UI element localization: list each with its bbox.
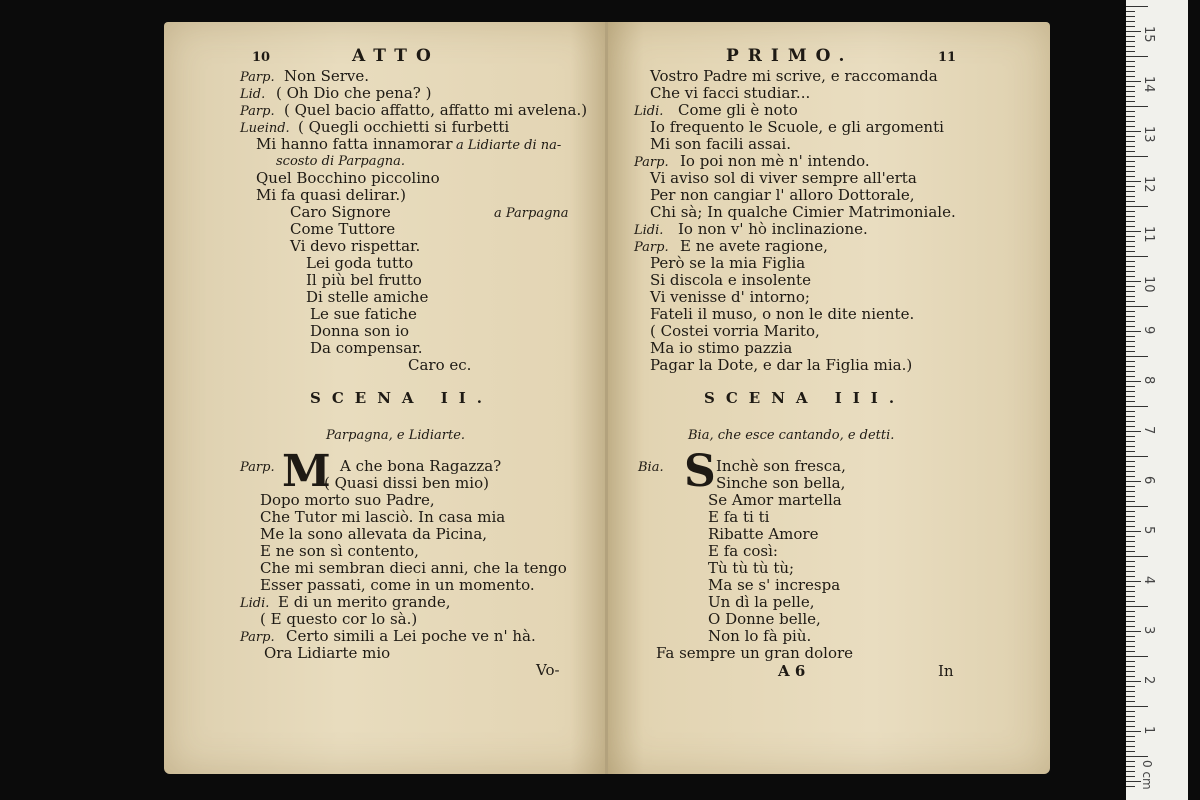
verse-line: Come gli è noto	[678, 101, 798, 119]
ruler-tick	[1126, 81, 1141, 82]
ruler-tick	[1126, 486, 1135, 487]
ruler-tick	[1126, 221, 1135, 222]
stage-direction: a Parpagna	[494, 206, 569, 221]
ruler-tick	[1126, 286, 1135, 287]
left-page	[164, 22, 606, 774]
ruler-tick	[1126, 61, 1135, 62]
ruler-tick	[1126, 331, 1141, 332]
verse-line: ( Quel bacio affatto, affatto mi avelena.)	[284, 101, 588, 119]
ruler-tick	[1126, 751, 1135, 752]
ruler-tick	[1126, 556, 1148, 557]
ruler-tick	[1126, 281, 1141, 282]
ruler-tick	[1126, 756, 1148, 757]
verse-line: Che vi facci studiar...	[650, 84, 811, 102]
ruler-tick	[1126, 381, 1141, 382]
verse-line: Sinche son bella,	[716, 474, 846, 492]
verse-line: O Donne belle,	[708, 610, 821, 628]
ruler-tick	[1126, 66, 1135, 67]
ruler-tick	[1126, 201, 1135, 202]
ruler-tick	[1126, 646, 1135, 647]
ruler-tick	[1126, 501, 1135, 502]
ruler-tick	[1126, 21, 1135, 22]
page-number-right: 11	[938, 50, 957, 65]
ruler-tick	[1126, 651, 1135, 652]
ruler-tick	[1126, 451, 1135, 452]
ruler-tick	[1126, 551, 1135, 552]
ruler-number: 2	[1141, 676, 1156, 685]
ruler-tick	[1126, 631, 1141, 632]
ruler-tick	[1126, 31, 1141, 32]
ruler-number: 9	[1141, 326, 1156, 335]
ruler-tick	[1126, 701, 1135, 702]
ruler-tick	[1126, 211, 1135, 212]
verse-line: Come Tuttore	[290, 220, 396, 238]
ruler-tick	[1126, 561, 1135, 562]
ruler-number: 5	[1141, 526, 1156, 535]
verse-line: Vi aviso sol di viver sempre all'erta	[650, 169, 917, 187]
scene-title: SCENA III.	[704, 389, 906, 407]
ruler-tick	[1126, 6, 1148, 7]
verse-line: Io frequento le Scuole, e gli argomenti	[650, 118, 944, 136]
verse-line: Ribatte Amore	[708, 525, 819, 543]
verse-line: Vostro Padre mi scrive, e raccomanda	[650, 67, 938, 85]
stage-direction: scosto di Parpagna.	[276, 154, 406, 169]
running-head-right: PRIMO.	[726, 46, 854, 66]
verse-line: Un dì la pelle,	[708, 593, 815, 611]
ruler-tick	[1126, 346, 1135, 347]
drop-cap: S	[684, 446, 716, 497]
ruler-unit: 0 cm	[1140, 760, 1154, 790]
ruler-tick	[1126, 146, 1135, 147]
verse-line: Fateli il muso, o non le dite niente.	[650, 305, 915, 323]
speaker: Parp.	[634, 155, 669, 170]
speaker: Lid.	[240, 87, 266, 102]
ruler-tick	[1126, 51, 1135, 52]
verse-line: Mi son facili assai.	[650, 135, 791, 153]
ruler-tick	[1126, 361, 1135, 362]
ruler-tick	[1126, 596, 1135, 597]
ruler-tick	[1126, 141, 1135, 142]
ruler-tick	[1126, 641, 1135, 642]
ruler-tick	[1126, 216, 1135, 217]
ruler-tick	[1126, 421, 1135, 422]
verse-line: Ora Lidiarte mio	[264, 644, 391, 662]
ruler-tick	[1126, 266, 1135, 267]
ruler-tick	[1126, 271, 1135, 272]
ruler-tick	[1126, 86, 1135, 87]
ruler-tick	[1126, 571, 1135, 572]
speaker: Lidi.	[240, 596, 270, 611]
verse-line: Lei goda tutto	[306, 254, 414, 272]
ruler-tick	[1126, 546, 1135, 547]
ruler-tick	[1126, 616, 1135, 617]
ruler-tick	[1126, 426, 1135, 427]
ruler-tick	[1126, 136, 1135, 137]
ruler-tick	[1126, 76, 1135, 77]
ruler-tick	[1126, 376, 1135, 377]
ruler-tick	[1126, 196, 1135, 197]
speaker: Parp.	[240, 104, 275, 119]
ruler-tick	[1126, 581, 1141, 582]
signature-mark: A 6	[778, 662, 806, 680]
ruler-tick	[1126, 236, 1135, 237]
ruler-tick	[1126, 431, 1141, 432]
verse-line: Il più bel frutto	[306, 271, 422, 289]
speaker: Parp.	[634, 240, 669, 255]
measuring-ruler	[1126, 0, 1188, 800]
ruler-tick	[1126, 711, 1135, 712]
verse-line: E fa ti ti	[708, 508, 770, 526]
ruler-tick	[1126, 231, 1141, 232]
ruler-tick	[1126, 471, 1135, 472]
ruler-tick	[1126, 336, 1135, 337]
ruler-tick	[1126, 106, 1148, 107]
ruler-number: 15	[1141, 26, 1156, 43]
ruler-tick	[1126, 441, 1135, 442]
ruler-number: 11	[1141, 226, 1156, 243]
verse-line: Se Amor martella	[708, 491, 842, 509]
ruler-tick	[1126, 36, 1135, 37]
ruler-tick	[1126, 506, 1148, 507]
ruler-number: 4	[1141, 576, 1156, 585]
ruler-tick	[1126, 681, 1141, 682]
ruler-tick	[1126, 306, 1148, 307]
ruler-tick	[1126, 161, 1135, 162]
ruler-tick	[1126, 186, 1135, 187]
ruler-tick	[1126, 626, 1135, 627]
speaker: Parp.	[240, 630, 275, 645]
verse-line: E ne son sì contento,	[260, 542, 419, 560]
scene-persons: Parpagna, e Lidiarte.	[326, 428, 466, 443]
ruler-tick	[1126, 661, 1135, 662]
verse-line: E fa così:	[708, 542, 778, 560]
verse-line: Mi fa quasi delirar.)	[256, 186, 406, 204]
ruler-tick	[1126, 151, 1135, 152]
verse-line: Ma se s' increspa	[708, 576, 841, 594]
verse-line: ( Oh Dio che pena? )	[276, 84, 432, 102]
verse-line: Tù tù tù tù;	[708, 559, 795, 577]
verse-line: Me la sono allevata da Picina,	[260, 525, 488, 543]
ruler-tick	[1126, 491, 1135, 492]
ruler-tick	[1126, 406, 1148, 407]
verse-line: Io poi non mè n' intendo.	[680, 152, 870, 170]
verse-line: E ne avete ragione,	[680, 237, 828, 255]
ruler-number: 3	[1141, 626, 1156, 635]
ruler-tick	[1126, 206, 1148, 207]
scene-title: SCENA II.	[310, 389, 494, 407]
ruler-tick	[1126, 276, 1135, 277]
speaker: Lidi.	[634, 104, 664, 119]
ruler-tick	[1126, 396, 1135, 397]
verse-line: Caro Signore	[290, 203, 391, 221]
ruler-number: 12	[1141, 176, 1156, 193]
ruler-tick	[1126, 466, 1135, 467]
verse-line: Esser passati, come in un momento.	[260, 576, 535, 594]
ruler-tick	[1126, 176, 1135, 177]
ruler-tick	[1126, 446, 1135, 447]
verse-line: Pagar la Dote, e dar la Figlia mia.)	[650, 356, 913, 374]
ruler-tick	[1126, 246, 1135, 247]
ruler-tick	[1126, 536, 1135, 537]
ruler-tick	[1126, 496, 1135, 497]
ruler-tick	[1126, 46, 1135, 47]
ruler-tick	[1126, 456, 1148, 457]
catchword: Vo-	[536, 661, 560, 679]
ruler-tick	[1126, 356, 1148, 357]
ruler-tick	[1126, 476, 1135, 477]
verse-line: Io non v' hò inclinazione.	[678, 220, 868, 238]
ruler-tick	[1126, 191, 1135, 192]
ruler-tick	[1126, 586, 1135, 587]
speaker: Lidi.	[634, 223, 664, 238]
scene-persons: Bia, che esce cantando, e detti.	[688, 428, 895, 443]
verse-line: Dopo morto suo Padre,	[260, 491, 435, 509]
ruler-tick	[1126, 461, 1135, 462]
speaker: Parp.	[240, 70, 275, 85]
ruler-number: 6	[1141, 476, 1156, 485]
ruler-tick	[1126, 116, 1135, 117]
ruler-tick	[1126, 516, 1135, 517]
verse-line: ( Quegli occhietti si furbetti	[298, 118, 510, 136]
ruler-number: 1	[1141, 726, 1156, 735]
ruler-tick	[1126, 541, 1135, 542]
verse-line: Inchè son fresca,	[716, 457, 846, 475]
ruler-tick	[1126, 601, 1135, 602]
ruler-number: 13	[1141, 126, 1156, 143]
stage-direction: a Lidiarte di na-	[456, 138, 562, 153]
ruler-number: 14	[1141, 76, 1156, 93]
ruler-tick	[1126, 291, 1135, 292]
ruler-tick	[1126, 241, 1135, 242]
ruler-tick	[1126, 526, 1135, 527]
verse-line: ( E questo cor lo sà.)	[260, 610, 418, 628]
verse-line: Vi devo rispettar.	[290, 237, 421, 255]
ruler-tick	[1126, 226, 1135, 227]
ruler-tick	[1126, 706, 1148, 707]
ruler-tick	[1126, 126, 1135, 127]
ruler-tick	[1126, 326, 1135, 327]
ruler-tick	[1126, 321, 1135, 322]
verse-line: Ma io stimo pazzia	[650, 339, 793, 357]
ruler-tick	[1126, 261, 1135, 262]
ruler-tick	[1126, 721, 1135, 722]
ruler-tick	[1126, 576, 1135, 577]
ruler-tick	[1126, 301, 1135, 302]
verse-line: ( Costei vorria Marito,	[650, 322, 820, 340]
ruler-tick	[1126, 341, 1135, 342]
page-number-left: 10	[252, 50, 271, 65]
ruler-number: 8	[1141, 376, 1156, 385]
ruler-tick	[1126, 481, 1141, 482]
ruler-tick	[1126, 91, 1135, 92]
ruler-tick	[1126, 521, 1135, 522]
ruler-tick	[1126, 731, 1141, 732]
verse-line: Si discola e insolente	[650, 271, 811, 289]
ruler-tick	[1126, 156, 1148, 157]
ruler-tick	[1126, 511, 1135, 512]
verse-line: Che mi sembran dieci anni, che la tengo	[260, 559, 567, 577]
verse-line: Di stelle amiche	[306, 288, 429, 306]
ruler-tick	[1126, 41, 1135, 42]
ruler-tick	[1126, 391, 1135, 392]
verse-line: Però se la mia Figlia	[650, 254, 806, 272]
ruler-tick	[1126, 636, 1135, 637]
ruler-number: 10	[1141, 276, 1156, 293]
ruler-tick	[1126, 71, 1135, 72]
ruler-tick	[1126, 401, 1135, 402]
ruler-tick	[1126, 166, 1135, 167]
ruler-tick	[1126, 296, 1135, 297]
speaker: Bia.	[638, 460, 664, 475]
verse-line: A che bona Ragazza?	[340, 457, 502, 475]
ruler-tick	[1126, 131, 1141, 132]
verse-line: Le sue fatiche	[310, 305, 417, 323]
drop-cap: M	[282, 446, 331, 497]
verse-line: Certo simili a Lei poche ve n' hà.	[286, 627, 536, 645]
ruler-tick	[1126, 351, 1135, 352]
verse-line: Fa sempre un gran dolore	[656, 644, 854, 662]
ruler-tick	[1126, 691, 1135, 692]
ruler-tick	[1126, 746, 1135, 747]
ruler-tick	[1126, 96, 1135, 97]
ruler-tick	[1126, 716, 1135, 717]
ruler-tick	[1126, 741, 1135, 742]
speaker: Parp.	[240, 460, 275, 475]
ruler-tick	[1126, 676, 1135, 677]
ruler-tick	[1126, 591, 1135, 592]
ruler-tick	[1126, 111, 1135, 112]
ruler-tick	[1126, 611, 1135, 612]
ruler-number: 7	[1141, 426, 1156, 435]
ruler-tick	[1126, 656, 1148, 657]
ruler-tick	[1126, 436, 1135, 437]
verse-line: Vi venisse d' intorno;	[650, 288, 810, 306]
ruler-tick	[1126, 371, 1135, 372]
ruler-tick	[1126, 251, 1135, 252]
ruler-tick	[1126, 531, 1141, 532]
speaker: Lueind.	[240, 121, 290, 136]
verse-line: Da compensar.	[310, 339, 423, 357]
verse-line: Che Tutor mi lasciò. In casa mia	[260, 508, 506, 526]
ruler-tick	[1126, 366, 1135, 367]
ruler-tick	[1126, 316, 1135, 317]
ruler-tick	[1126, 671, 1135, 672]
running-head-left: ATTO	[352, 46, 440, 66]
ruler-tick	[1126, 621, 1135, 622]
ruler-tick	[1126, 311, 1135, 312]
ruler-tick	[1126, 181, 1141, 182]
ruler-tick	[1126, 566, 1135, 567]
verse-line: Per non cangiar l' alloro Dottorale,	[650, 186, 915, 204]
ruler-tick	[1126, 121, 1135, 122]
verse-line: ( Quasi dissi ben mio)	[324, 474, 489, 492]
right-page	[608, 22, 1050, 774]
ruler-tick	[1126, 606, 1148, 607]
ruler-tick	[1126, 736, 1135, 737]
verse-line: Donna son io	[310, 322, 410, 340]
ruler-tick	[1126, 101, 1135, 102]
ruler-tick	[1126, 666, 1135, 667]
verse-line: Caro ec.	[408, 356, 472, 374]
verse-line: Non Serve.	[284, 67, 370, 85]
ruler-tick	[1126, 11, 1135, 12]
verse-line: Non lo fà più.	[708, 627, 812, 645]
catchword: In	[938, 662, 954, 680]
ruler-tick	[1126, 256, 1148, 257]
verse-line: Mi hanno fatta innamorar	[256, 135, 453, 153]
ruler-tick	[1126, 416, 1135, 417]
ruler-tick	[1126, 16, 1135, 17]
ruler-tick	[1126, 171, 1135, 172]
ruler-tick	[1126, 411, 1135, 412]
verse-line: E di un merito grande,	[278, 593, 451, 611]
ruler-tick	[1126, 386, 1135, 387]
ruler-tick	[1126, 726, 1135, 727]
verse-line: Quel Bocchino piccolino	[256, 169, 440, 187]
ruler-tick	[1126, 686, 1135, 687]
ruler-tick	[1126, 696, 1135, 697]
open-book	[164, 22, 1050, 774]
verse-line: Chi sà; In qualche Cimier Matrimoniale.	[650, 203, 956, 221]
ruler-tick	[1126, 26, 1135, 27]
ruler-tick	[1126, 56, 1148, 57]
